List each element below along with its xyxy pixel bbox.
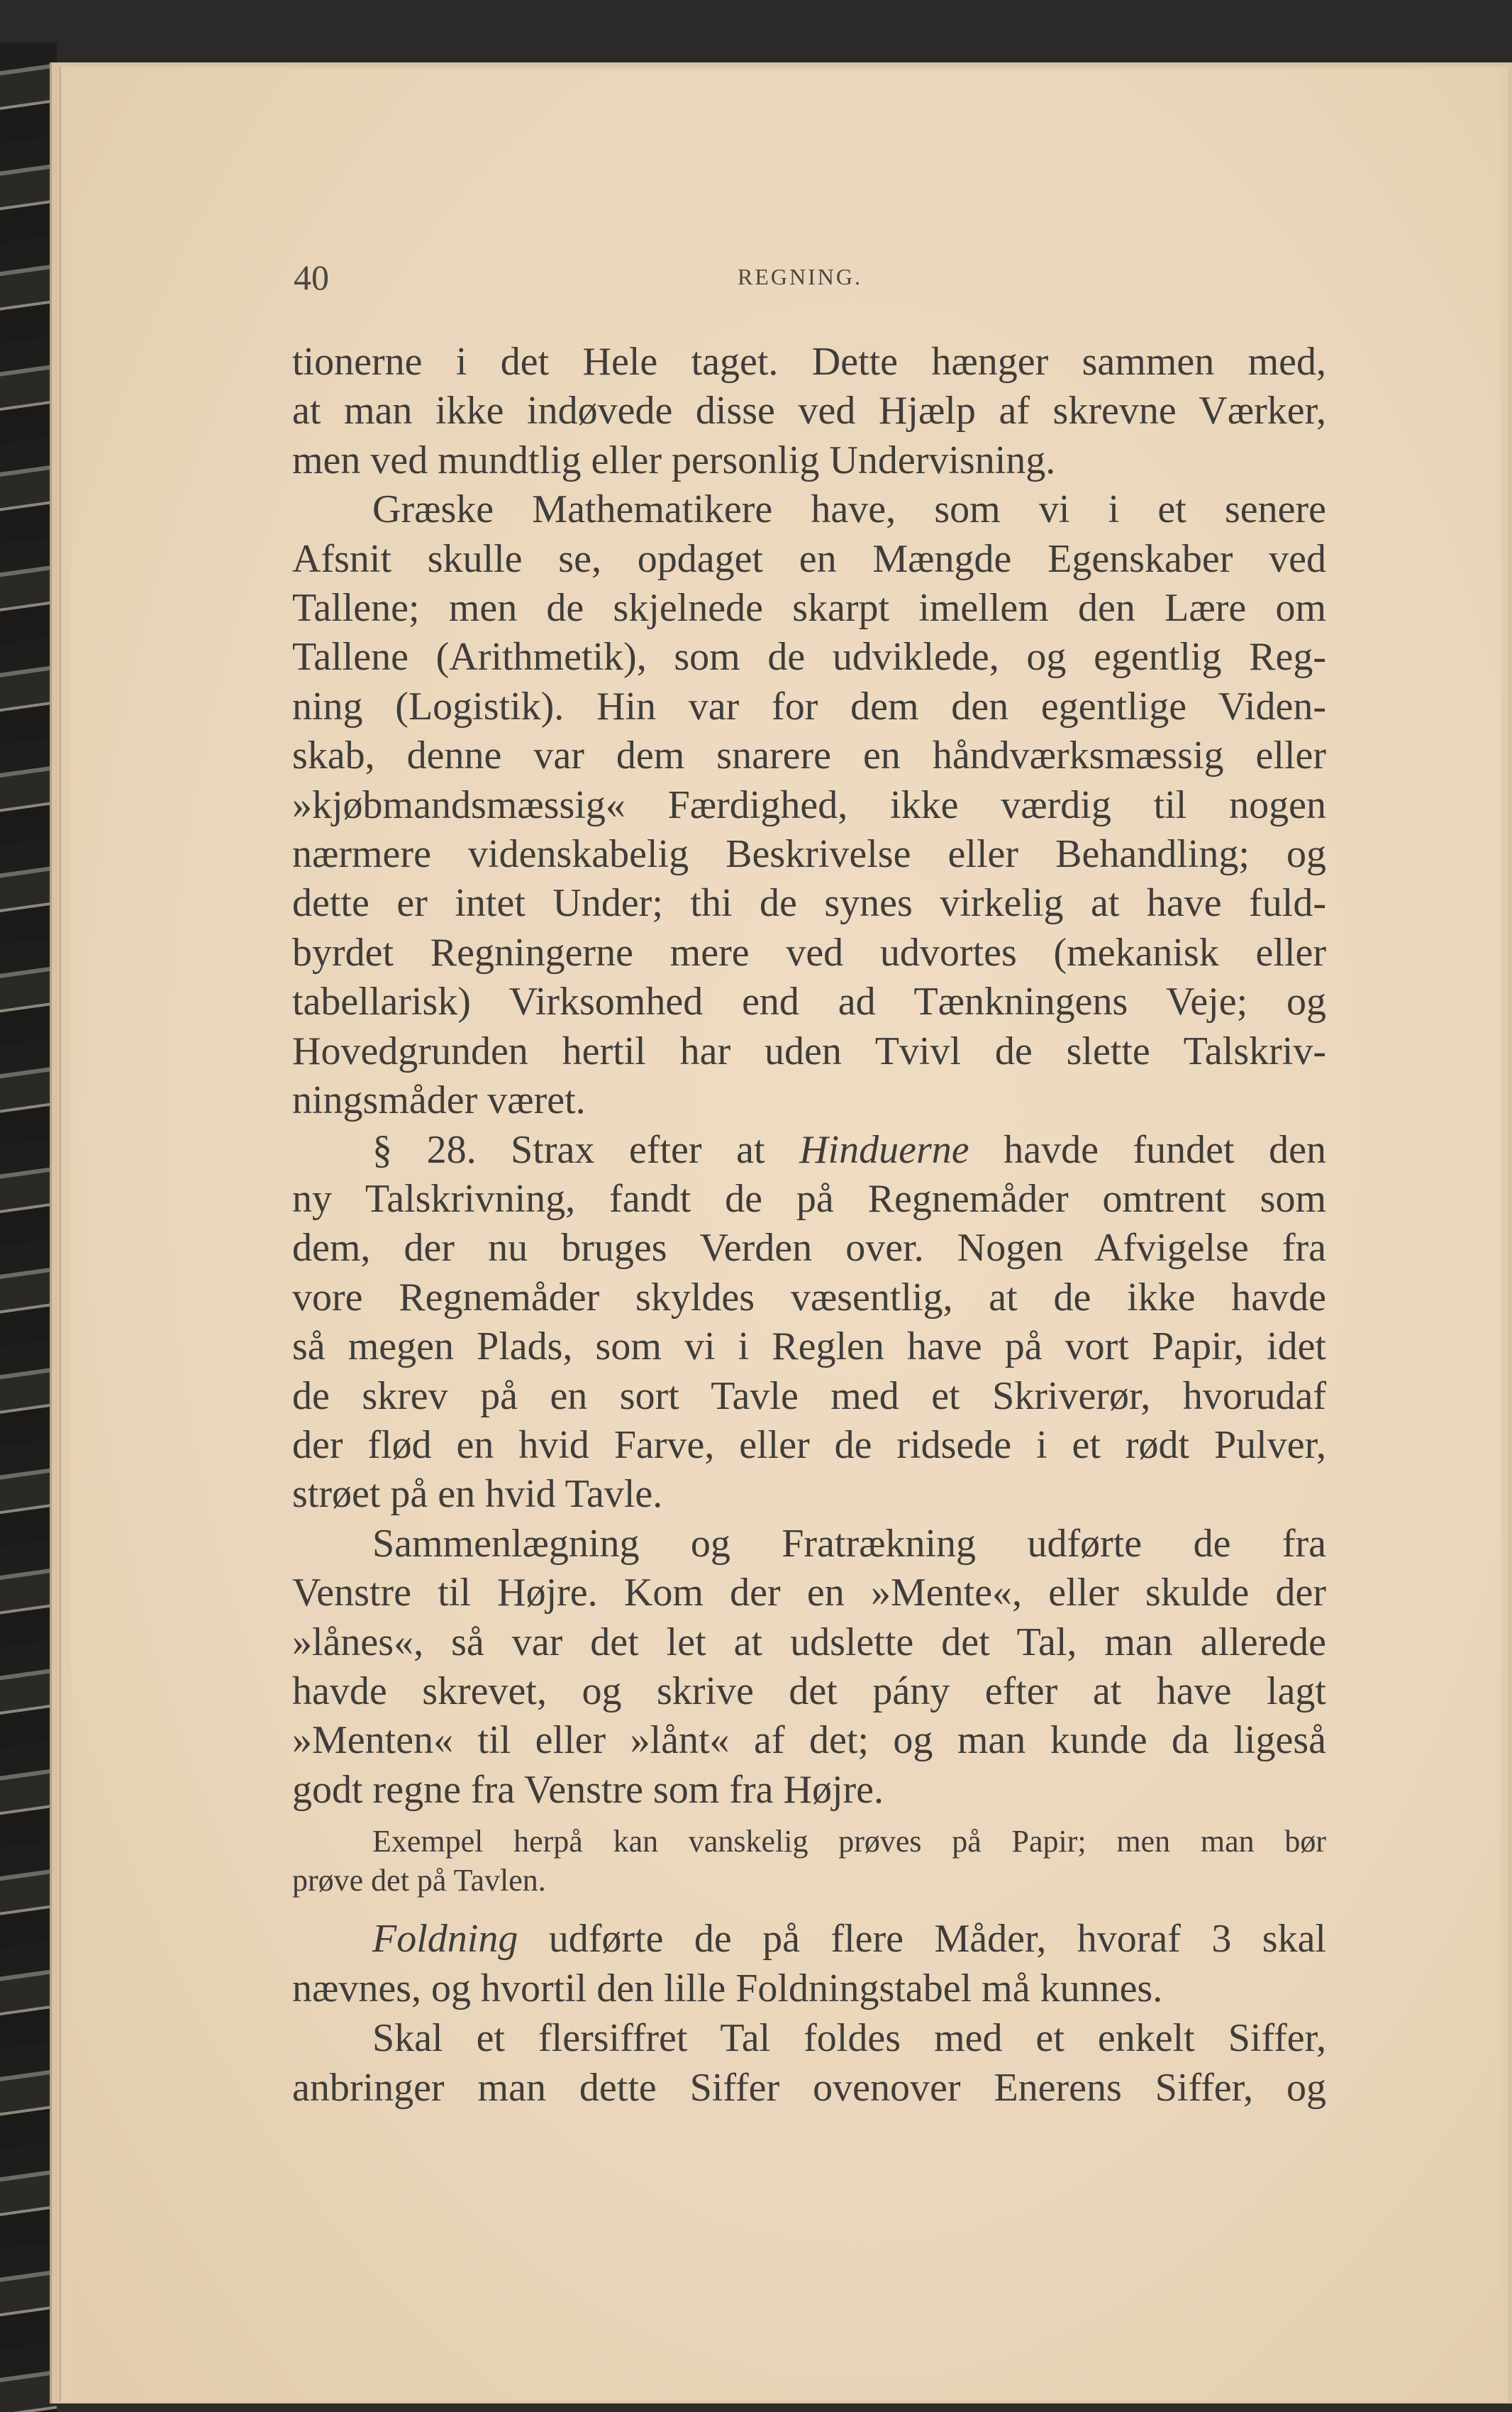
text-line	[292, 1372, 1326, 1421]
text-segment: at man ikke indøvede disse ved Hjælp af skrevne Værker,	[292, 389, 1326, 433]
text-line	[292, 1964, 1326, 2013]
text-segment: strøet på en hvid Tavle.	[292, 1472, 663, 1517]
text-segment: prøve det på Tavlen.	[292, 1863, 546, 1898]
text-line	[292, 1273, 1326, 1322]
text-segment: skab, denne var dem snarere en håndværksmæssig eller	[292, 734, 1326, 778]
text-line	[292, 1618, 1326, 1667]
text-segment: ny Talskrivning, fandt de på Regnemåder omtrent som	[292, 1176, 1326, 1221]
text-line	[292, 1175, 1326, 1224]
text-line	[292, 1520, 1326, 1569]
text-line	[292, 436, 1326, 485]
text-segment: Skal et flersiffret Tal foldes med et enkelt Siffer,	[372, 2016, 1326, 2060]
text-line	[292, 338, 1326, 387]
footnote-text	[292, 1822, 1326, 1900]
text-line	[292, 1716, 1326, 1765]
text-line	[292, 1861, 1326, 1900]
italic-term: Hinduerne	[799, 1127, 969, 1172]
text-line	[292, 1470, 1326, 1519]
text-line	[292, 978, 1326, 1027]
text-line	[292, 1224, 1326, 1273]
text-segment: havde fundet den	[969, 1127, 1326, 1172]
text-segment: nævnes, og hvortil den lille Foldningstabel må kunnes.	[292, 1966, 1163, 2010]
text-segment: vore Regnemåder skyldes væsentlig, at de ikke havde	[292, 1275, 1326, 1320]
text-segment: Tallene (Arithmetik), som de udviklede, og egentlig Reg-	[292, 635, 1326, 680]
italic-term: Foldning	[372, 1917, 518, 1961]
text-line	[292, 535, 1326, 584]
text-segment: ningsmåder været.	[292, 1078, 586, 1123]
text-segment: Hovedgrunden hertil har uden Tvivl de slette Talskriv-	[292, 1029, 1326, 1073]
text-line	[292, 1914, 1326, 1964]
text-line	[292, 2013, 1326, 2063]
text-line	[292, 879, 1326, 928]
text-line	[292, 1822, 1326, 1861]
text-segment: godt regne fra Venstre som fra Højre.	[292, 1767, 884, 1812]
text-line	[292, 1322, 1326, 1371]
text-line	[292, 1126, 1326, 1175]
book-spine	[0, 43, 57, 2412]
text-line	[292, 1421, 1326, 1470]
text-segment: »Menten« til eller »lånt« af det; og man kunde da ligeså	[292, 1718, 1326, 1763]
running-title: REGNING.	[738, 264, 862, 289]
text-line	[292, 929, 1326, 978]
text-line	[292, 584, 1326, 633]
text-line	[292, 387, 1326, 436]
text-line	[292, 781, 1326, 830]
text-line	[292, 633, 1326, 682]
text-segment: dette er intet Under; thi de synes virkelig at have fuld-	[292, 881, 1326, 926]
text-segment: Afsnit skulle se, opdaget en Mængde Egenskaber ved	[292, 536, 1326, 581]
text-segment: »kjøbmandsmæssig« Færdighed, ikke værdig til nogen	[292, 782, 1326, 827]
text-segment: ning (Logistik). Hin var for dem den egentlige Viden-	[292, 684, 1326, 729]
text-segment: tabellarisk) Virksomhed end ad Tænkningens Veje; og	[292, 980, 1326, 1024]
page-number: 40	[294, 258, 329, 297]
text-segment: Tallene; men de skjelnede skarpt imellem den Lære om	[292, 586, 1326, 631]
text-segment: byrdet Regningerne mere ved udvortes (mekanisk eller	[292, 930, 1326, 975]
text-line	[292, 731, 1326, 780]
text-segment: Græske Mathematikere have, som vi i et senere	[372, 487, 1326, 532]
text-segment: anbringer man dette Siffer ovenover Enerens Siffer, og	[292, 2066, 1326, 2110]
text-line	[292, 1766, 1326, 1815]
body-text	[292, 338, 1326, 1815]
text-line	[292, 485, 1326, 534]
text-segment: »lånes«, så var det let at udslette det Tal, man allerede	[292, 1620, 1326, 1664]
text-segment: men ved mundtlig eller personlig Undervisning.	[292, 438, 1056, 482]
text-segment: så megen Plads, som vi i Reglen have på vort Papir, idet	[292, 1324, 1326, 1369]
text-segment: de skrev på en sort Tavle med et Skriverør, hvorudaf	[292, 1373, 1326, 1418]
text-segment: udførte de på flere Måder, hvoraf 3 skal	[518, 1917, 1326, 1961]
foldning-text	[292, 1914, 1326, 2113]
text-segment: Venstre til Højre. Kom der en »Mente«, eller skulde der	[292, 1571, 1326, 1615]
text-segment: tionerne i det Hele taget. Dette hænger sammen med,	[292, 340, 1326, 384]
text-segment: dem, der nu bruges Verden over. Nogen Afvigelse fra	[292, 1226, 1326, 1271]
text-line	[292, 1076, 1326, 1125]
text-segment: nærmere videnskabelig Beskrivelse eller Behandling; og	[292, 832, 1326, 877]
text-segment: havde skrevet, og skrive det pány efter at have lagt	[292, 1669, 1326, 1713]
text-segment: § 28. Strax efter at	[372, 1127, 800, 1172]
text-line	[292, 830, 1326, 879]
text-segment: Exempel herpå kan vanskelig prøves på Papir; men man bør	[372, 1824, 1326, 1859]
text-line	[292, 2063, 1326, 2113]
text-line	[292, 1027, 1326, 1076]
text-line	[292, 682, 1326, 731]
text-line	[292, 1667, 1326, 1716]
text-line	[292, 1569, 1326, 1617]
text-segment: der flød en hvid Farve, eller de ridsede i et rødt Pulver,	[292, 1422, 1326, 1467]
text-segment: Sammenlægning og Fratrækning udførte de fra	[372, 1521, 1326, 1566]
